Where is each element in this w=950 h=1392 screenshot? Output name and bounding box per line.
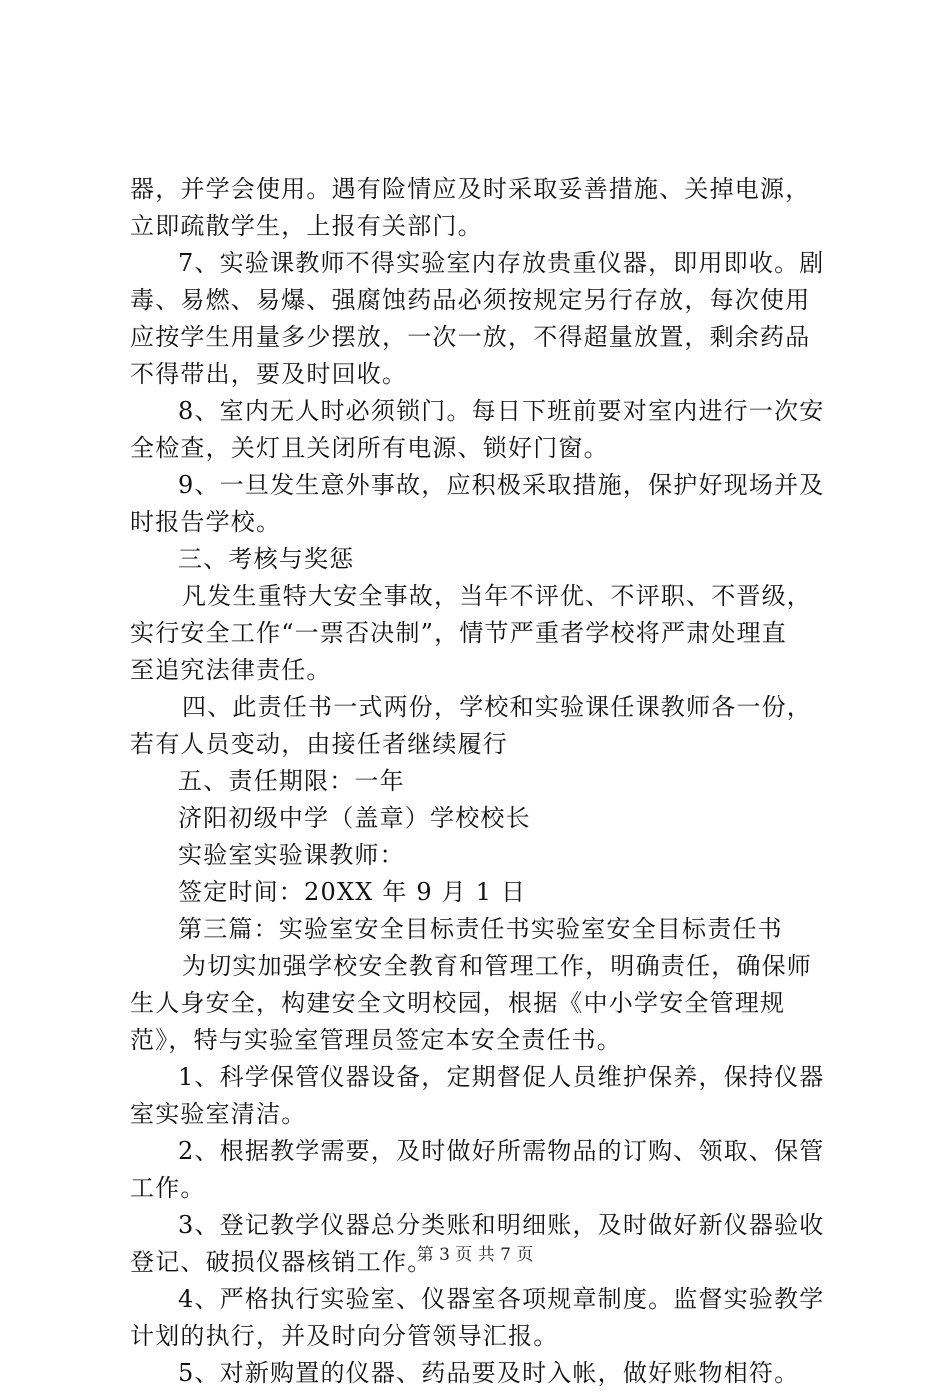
text-line: 实行安全工作“一票否决制”，情节严重者学校将严肃处理直	[130, 619, 787, 647]
text-line: 7、实验课教师不得实验室内存放贵重仪器，即用即收。剧	[178, 249, 825, 277]
text-line: 4、严格执行实验室、仪器室各项规章制度。监督实验教学	[178, 1285, 825, 1313]
text-line: 四、此责任书一式两份，学校和实验课任课教师各一份，	[182, 693, 812, 721]
text-line: 济阳初级中学（盖章）学校校长	[178, 804, 531, 832]
document-body	[130, 171, 835, 1392]
text-line: 凡发生重特大安全事故，当年不评优、不评职、不晋级，	[182, 582, 812, 610]
text-line: 全检查，关灯且关闭所有电源、锁好门窗。	[130, 434, 609, 462]
page-footer	[0, 1244, 950, 1266]
text-line: 计划的执行，并及时向分管领导汇报。	[130, 1322, 559, 1350]
signing-date: 签定时间：20XX 年 9 月 1 日	[178, 878, 527, 906]
text-line: 5、对新购置的仪器、药品要及时入帐，做好账物相符。	[178, 1359, 800, 1387]
text-line: 至追究法律责任。	[130, 656, 332, 684]
text-line: 室实验室清洁。	[130, 1100, 307, 1128]
section-heading: 三、考核与奖惩	[178, 545, 355, 573]
text-line: 实验室实验课教师：	[178, 841, 405, 869]
text-line: 工作。	[130, 1174, 206, 1202]
text-line: 范》，特与实验室管理员签定本安全责任书。	[130, 1026, 622, 1054]
text-line: 器，并学会使用。遇有险情应及时采取妥善措施、关掉电源，	[130, 175, 811, 203]
text-line: 2、根据教学需要，及时做好所需物品的订购、领取、保管	[178, 1137, 825, 1165]
text-line: 生人身安全，构建安全文明校园，根据《中小学安全管理规	[130, 989, 786, 1017]
page-indicator: 第 3 页 共 7 页	[416, 1245, 534, 1265]
text-line: 时报告学校。	[130, 508, 282, 536]
text-line: 五、责任期限：一年	[178, 767, 405, 795]
text-line: 若有人员变动，由接任者继续履行	[130, 730, 508, 758]
text-line: 立即疏散学生，上报有关部门。	[130, 212, 483, 240]
text-line: 9、一旦发生意外事故，应积极采取措施，保护好现场并及	[178, 471, 825, 499]
text-line: 1、科学保管仪器设备，定期督促人员维护保养，保持仪器	[178, 1063, 825, 1091]
text-line: 8、室内无人时必须锁门。每日下班前要对室内进行一次安	[178, 397, 825, 425]
text-line: 毒、易燃、易爆、强腐蚀药品必须按规定另行存放，每次使用	[130, 286, 811, 314]
text-line: 不得带出，要及时回收。	[130, 360, 408, 388]
text-line: 为切实加强学校安全教育和管理工作，明确责任，确保师	[182, 952, 812, 980]
text-line: 登记、破损仪器核销工作。	[130, 1248, 433, 1276]
section-heading: 第三篇：实验室安全目标责任书实验室安全目标责任书	[178, 915, 783, 943]
text-line: 3、登记教学仪器总分类账和明细账，及时做好新仪器验收	[178, 1211, 825, 1239]
text-line: 应按学生用量多少摆放，一次一放，不得超量放置，剩余药品	[130, 323, 811, 351]
